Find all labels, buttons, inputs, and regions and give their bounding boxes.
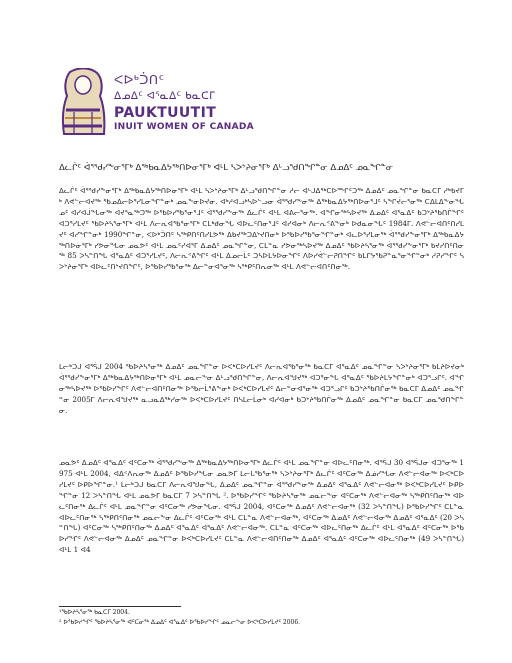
document-heading: ᐃᓚᒌᑦ ᐋᕐᖁᓯᖕᓂᕐᒥᒃ ᐃᖅᑲᓇᐃᔭᖅᑎᐅᓂᕐᒥᒃ ᐊᒻᒪ ᓴᐳᔾᔨᓂᕐᒥᒃ ᐃᒡᓗᖁᑎᖏᓐᓂ ᐃᓄᐃᑦ ᓄᓇᖏᓐᓂ [59,163,394,173]
body-paragraph-1: ᐃᓚᒌᑦ ᐋᕐᖁᓯᖕᓂᕐᒥᒃ ᐃᖅᑲᓇᐃᔭᖅᑎᐅᓂᕐᒥᒃ ᐊᒻᒪ ᓴᐳᔾᔨᓂᕐᒥᒃ ᐃᒡᓗᖁᑎᖏᓐᓂ ᓱᓕ ᐊᒡᒍᐃᖅᑕᐅᙱᑦᑐᖅ ᐃᓄᐃᑦ ᓄᓇᖏᓐᓂ ᑲᓇᑕᒥ ᓱᒃᑲᔪᒥᒃ ᐱᕙᓪᓕᐊᔪᖅ ᖃᓄᐃᓕᐅᕐᓯᒪᓂᖏᓐᓂᒃ ᓄᓇᖕᓂᐅᔪᓂ. ᐊᒃᓱᐊᓗᒃᓴᐅᓪᓗᓂ ᐋᕐᖁᓯᖕᓂᖅ ᐃᖅᑲᓇᐃᔭᖅᑎᐅᓂᕐᒧᑦ ᓴᖏᔫᓕᕐᓂᖅ ᑕᐃᒪᐃᖕᓂᖓᓄᑦ ᐊᓯᐊᒎᖓᓂᖅ ᐊᔪᕐᓇᖅᑐᖅ ᐅᖃᐅᓯᖃᕐᓂᕐᒧᑦ ᐋᕐᖁᓯᖕᓂᖅ ᐃᓚᒌᑦ ᐊᒻᒪ ᐊᕕᓕᕐᓂᖅ. ᐊᖏᓂᖅᓴᐅᔪᖅ ᐃᓄᐃᑦ ᐊᕐᓇᐃᑦ ᑲᑐᔾᔨᖃᑎᒌᖏᑦ ᐊᑐᕐᓯᒪᔪᑦ ᖃᐅᔨᓴᕐᓂᕐᒥᒃ ᐊᒻᒪ ᐱᓕᕆᐊᖃᕐᓂᕐᒥᒃ ᑕᒪᒃᑯᓂᖓ ᐊᐅᓚᑦᑎᓂᕐᒧᑦ ᐊᓯᐊᓂᒃ ᐱᓕᕆᕝᕕᖕᓂᒃ ᐅᑯᓇᓂᖓᑦ 1984ᒥ. ᐱᕙᓪᓕᐊᑎᑦᑎᓯᒪᔪᑦ ᐊᓯᖏᓐᓂᒃ 1990ᖏᓐᓂ, ᐸᐅᒃᑑᑎᑦ ᓴᖅᑭᑎᑦᑎᓯᒪᕗᖅ ᐃᑲᔪᖅᑐᐃᔾᔪᑎᓂᒃ ᐅᖃᐅᓯᖃᕐᓂᖏᓐᓂᒃ ᐊᓚᐅᕐᓯᒪᓂᖅ ᐋᕐᖁᓯᖕᓂᕐᒥᒃ ᐃᖅᑲᓇᐃᔭᖅᑎᐅᓂᕐᒥᒃ ᓯᕗᓂᖓᓂ ᓄᓇᕗᑦ ᐊᒻᒪ ᓄᓇᑦᓯᐊᕐᒥ ᐃᓄᐃᑦ ᓄᓇᖏᓐᓂ, ᑕᒪᓐᓇ ᓯᕗᓂᖅᓴᐅᔪᖅ ᐃᓄᐃᑦ ᖃᐅᔨᓴᕐᓂᖅ ᐋᕐᖁᓯᖕᓂᕐᒥᒃ ᑲᔪᓯᑎᑦᑎᓂᖅ 85 ᐳᓴᓐᑎᖓ ᐊᕐᓇᐃᑦ ᐊᑐᕐᓯᒪᔪᑦ, ᐱᓕᕆᕝᕕᖏᑦ ᐊᒻᒪ ᐃᓄᓕᒫᑦ ᑐᓴᐅᒪᔭᐅᓂᖏᑦ ᐱᐅᓯᕚᓪᓕᕈᑎᖏᑦ ᑲᒪᒋᔭᖃᕈᓐᓇᕐᓂᖏᓐᓂᒃ ᓱᕈᓯᖏᑦ ᓴᐳᔾᔨᓂᕐᒥᒃ ᐊᐅᓚᑦᑎᔾᔪᑎᖏᑦ, ᐅᖃᐅᓯᖃᕐᓂᖅ ᐃᓕᓐᓂᐊᕐᓂᖅ ᓴᖅᑭᑦᑎᕆᓂᖅ ᐊᒻᒪ ᐱᕙᓪᓕᐊᑎᑦᑎᓂᖅ. [59,186,464,272]
footnote-1: ¹ᖃᐅᔨᓴᕐᓂᖅ ᑲᓇᑕᒥ 2004. [59,609,130,616]
logo-syllabics-tagline: ᐃᓄᐃᑦ ᐊᕐᓇᐃᑦ ᑲᓇᑕᒥ [114,90,216,102]
footnote-2: ² ᐅᖃᐅᓯᖏᑦ ᖃᐅᔨᓴᕐᓂᖅ ᐊᑦᑕᓂᖅ ᐃᓄᐃᑦ ᐊᕐᓇᐃᑦ ᐅᖃᐅᓯᖏᑦ ᓄᓇᓕᖕᓂ ᐅᐸᒃᑕᐅᓯᒪᔪᑦ 2006. [59,619,301,626]
logo-organization-name: PAUKTUUTIT [114,105,217,121]
body-paragraph-2: ᒪᓕᒃᑐᒍ ᐊᕐᕌᒍ 2004 ᖃᐅᔨᓴᕐᓂᖅ ᐃᓄᐃᑦ ᓄᓇᖏᓐᓂ ᐅᐸᒃᑕᐅᓯᒪᔪᑦ ᐱᓕᕆᐊᖃᕐᓂᖅ ᑲᓇᑕᒥ ᐊᕐᓇᐃᑦ ᓄᓇᖏᓐᓂ ᓴᐳᔾᔨᓂᕐᒥᒃ ᑲᒪᔨᐅᔪᓂᒃ ᐋᕐᖁᓯᖕᓂᕐᒥᒃ ᐃᖅᑲᓇᐃᔭᖅᑎᐅᓂᕐᒥᒃ ᐊᒻᒪ ᓄᓇᓕᖕᓂ ᐃᒡᓗᖁᑎᖏᓐᓂ, ᐱᓕᕆᐊᖑᔪᖅ ᐊᑐᕐᓂᖓ ᐊᕐᓇᐃᑦ ᖃᐅᔨᒪᔭᖏᓐᓂᒃ ᐊᑐᕐᓗᒋᑦ. ᐊᖏᓂᖅᓴᐅᔪᖅ ᐅᖃᐅᓯᖏᑦ ᐱᕙᓪᓕᐊᑎᑦᑎᓂᖅ ᐅᖃᓕᒫᕐᕕᖕᓂᒃ ᐅᐸᒃᑕᐅᓯᒪᔪᑦ ᐃᓕᓐᓂᐊᕐᓂᖅ ᐊᑐᕐᓗᒋᑦ ᑲᑐᔾᔨᖃᑎᒌᓂᖅ ᑲᓇᑕᒥ ᐃᓄᐃᑦ ᓄᓇᖏᓐᓂ 2005ᒥ ᐱᓕᕆᐊᖑᔪᖅ ᓇᓗᓇᐃᖅᓯᓂᖅ ᐅᐸᒃᑕᐅᓯᒪᔪᑦ ᑎᓴᒪᓕᒫᓂᒃ ᐊᓯᐊᓂᒃ ᑲᑐᔾᔨᖃᑎᒌᓂᖅ ᐃᓄᐃᑦ ᓄᓇᖏᓐᓂ ᑲᓇᑕᒥ ᓄᓇᖁᑎᖏᓐᓂ. [59,362,464,415]
body-paragraph-3: ᓄᓇᕗᑦ ᐃᓄᐃᑦ ᐊᕐᓇᐃᑦ ᐊᑦᑕᓂᖅ ᐋᕐᖁᓯᖕᓂᖅ ᐃᖅᑲᓇᐃᔭᖅᑎᐅᓂᕐᒥᒃ ᐃᓚᒌᑦ ᐊᒻᒪ ᓄᓇᖏᓐᓂ ᐊᐅᓚᑦᑎᓂᖅ. ᐊᕐᕌᒍ 30 ᐊᕐᕌᒍᓂ ᐊᑐᕐᓂᖅ 1975 ᐊᒻᒪ 2004, ᐊᐃᑉᐱᕆᓂᖅ ᐃᓄᐃᑦ ᐅᖃᐅᓯᖓᓂ ᓄᓇᕗᒥ ᒪᓕᒐᖃᕐᓂᖅ ᓴᐳᔾᔨᓂᕐᒥᒃ ᐃᓚᒌᑦ ᐊᑦᑕᓂᖅ ᐃᓅᓯᖓᓂ ᐱᕙᓪᓕᐊᓂᖅ ᐅᐸᒃᑕᐅᓯᒪᔪᑦ ᐅᑭᐅᖏᓐᓂ.¹ ᒪᓕᒃᑐᒍ ᑲᓇᑕᒥ ᐱᓕᕆᐊᖑᓂᖓ, ᐃᓄᐃᑦ ᓄᓇᖏᓐᓂ ᐋᕐᖁᓯᖕᓂᖅ ᐃᓄᐃᑦ ᐊᕐᓇᐃᑦ ᐱᕙᓪᓕᐊᓂᖅ ᐅᐸᒃᑕᐅᓯᒪᔪᑦ ᐅᑭᐅᖏᓐᓂ 12 ᐳᓴᓐᑎᖓ ᐊᒻᒪ ᓄᓇᕗᒥ ᑲᓇᑕᒥ 7 ᐳᓴᓐᑎᖓ ². ᐅᖃᐅᓯᖏᑦ ᖃᐅᔨᓴᕐᓂᖅ ᓄᓇᓕᖕᓂ ᐊᑦᑕᓂᖅ ᐱᕙᓪᓕᐊᓂᖅ ᓴᖅᑭᑎᑦᑎᓂᖅ ᐊᐅᓚᑦᑎᓂᖅ ᐃᓚᒌᑦ ᐊᒻᒪ ᓄᓇᖏᓐᓂ ᐊᑦᑕᓂᖅ ᓯᕗᓂᖓᓂ. ᐊᕐᕌᒍ 2004, ᐊᑦᑕᓂᖅ ᐃᓄᐃᑦ ᐱᕙᓪᓕᐊᓂᖅ (32 ᐳᓴᓐᑎᖓ) ᐅᖃᐅᓯᖏᑦ ᑕᒪᓐᓇ ᐊᐅᓚᑦᑎᓂᖅ ᓴᖅᑭᑎᑦᑎᓂᖅ ᓄᓇᓕᖕᓂ ᐃᓚᒌᑦ ᐊᑦᑕᓂᖅ ᐊᒻᒪ ᑕᒪᓐᓇ ᐱᕙᓪᓕᐊᓂᖅ, ᐊᑦᑕᓂᖅ ᐃᓄᐃᑦ ᐱᕙᓪᓕᐊᓂᖅ ᐃᓄᐃᑦ ᐊᕐᓇᐃᑦ (20 ᐳᓴᓐᑎᖓ) ᐊᑦᑕᓂᖅ ᓴᖅᑭᑎᑦᑎᓂᖅ ᐃᓄᐃᑦ ᐊᕐᓇᐃᑦ ᐊᕐᓇᐃᑦ ᐱᕙᓪᓕᐊᓂᖅ. ᑕᒪᓐᓇ ᐊᑦᑕᓂᖅ ᐊᐅᓚᑦᑎᓂᖅ ᐃᓚᒌᑦ ᐊᒻᒪ ᐊᕐᓇᐃᑦ ᐊᑦᑕᓂᖅ ᐅᖃᐅᓯᖏᑦ ᐱᕙᓪᓕᐊᓂᖅ ᐃᓄᐃᑦ ᓄᓇᖏᓐᓂ ᐅᐸᒃᑕᐅᓯᒪᔪᑦ ᑕᒪᓐᓇ ᐱᕙᓪᓕᐊᑎᑦᑎᓂᖅ ᐃᓄᐃᑦ ᐊᕐᓇᐃᑦ ᐊᑦᑕᓂᖅ ᐊᐅᓚᑦᑎᓂᖅ (49 ᐳᓴᓐᑎᖓ) ᐊᒻᒪ 1 ᐊ4 [59,458,464,555]
logo-organization-tagline: INUIT WOMEN OF CANADA [114,122,254,132]
logo-syllabics-name: ᐸᐅᒃᑑᑎᑦ [114,72,165,87]
woman-in-amauti-logo-icon [60,68,106,136]
footnote-divider [59,606,181,607]
pauktuutit-logo [60,68,290,140]
